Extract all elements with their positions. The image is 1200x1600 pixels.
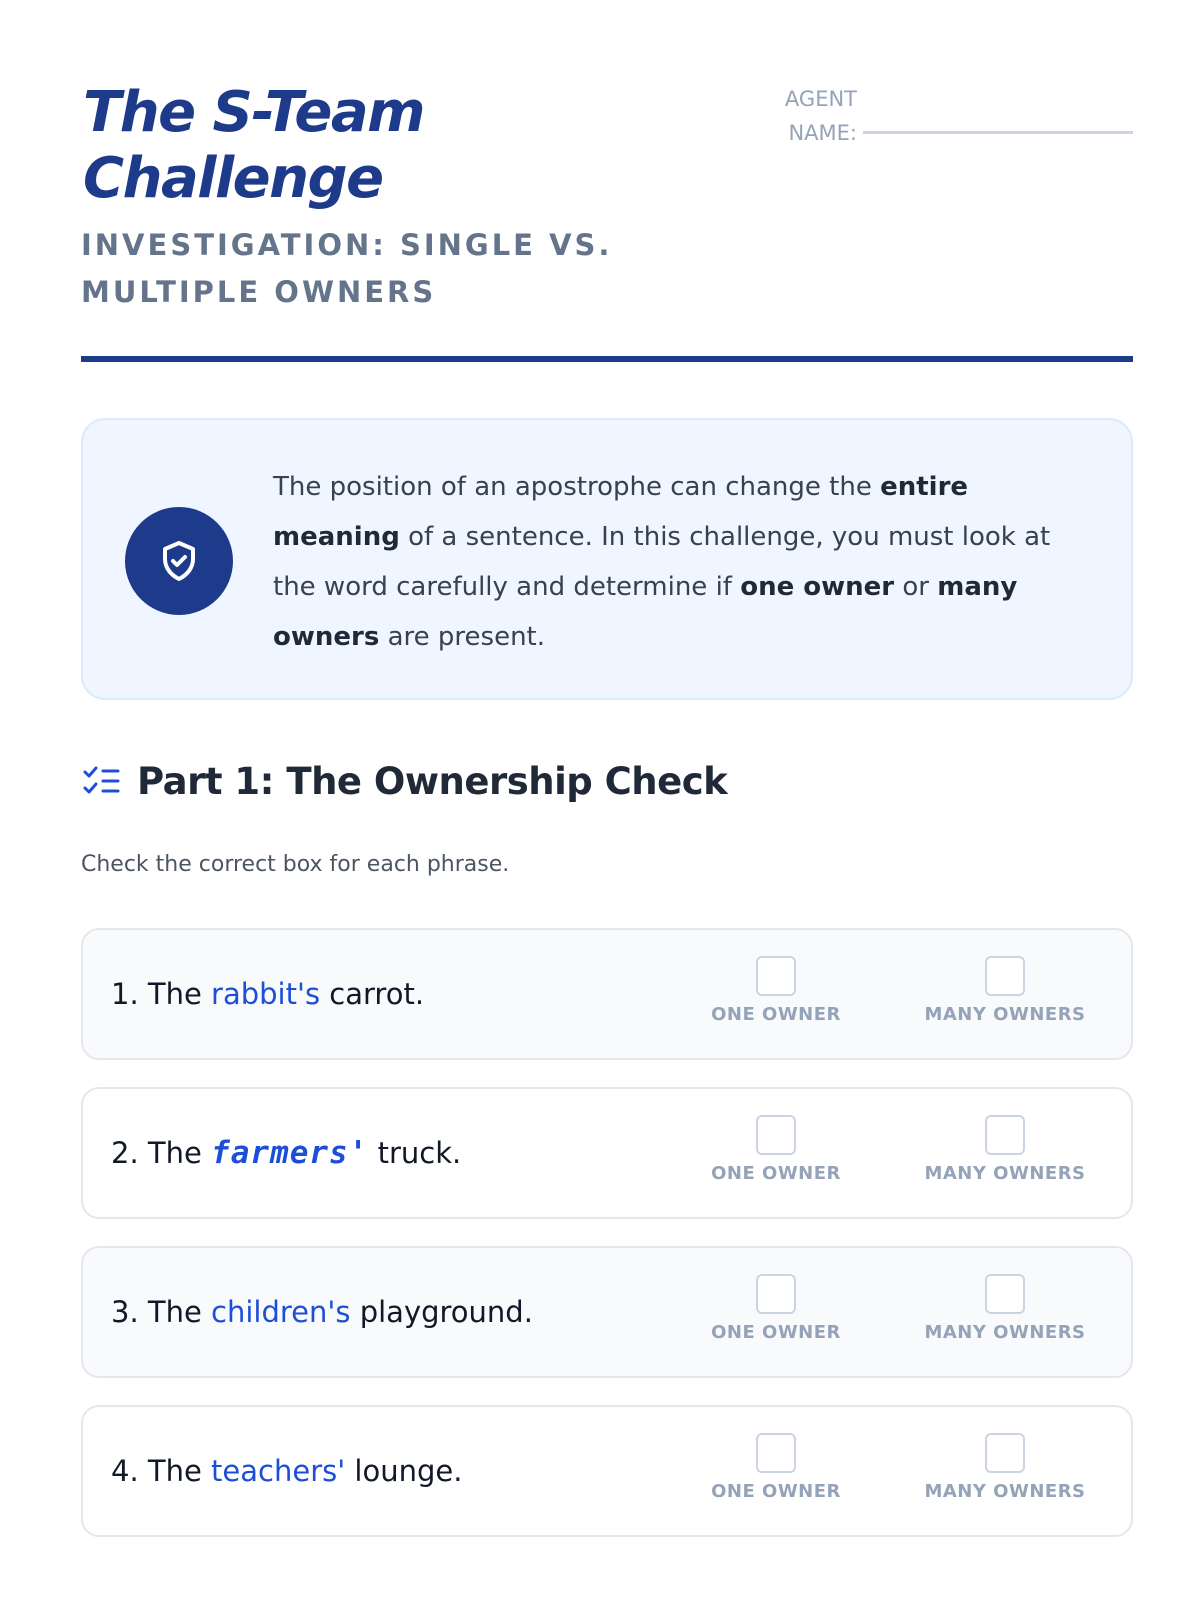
many-owners-option[interactable]	[915, 956, 1095, 1025]
phrase-prefix: 4. The	[111, 1454, 212, 1488]
one-owner-option[interactable]	[686, 956, 866, 1025]
question-row	[81, 1405, 1133, 1537]
many-owners-label: MANY OWNERS	[924, 1481, 1086, 1502]
one-owner-label: ONE OWNER	[711, 1004, 841, 1025]
many-owners-option[interactable]	[915, 1433, 1095, 1502]
info-callout	[81, 418, 1133, 700]
phrase-prefix: 2. The	[111, 1136, 212, 1170]
question-row	[81, 928, 1133, 1060]
worksheet-header	[81, 80, 1133, 360]
phrase-suffix: lounge.	[345, 1454, 463, 1488]
possessive-word: teachers'	[211, 1454, 346, 1488]
one-owner-option[interactable]	[686, 1274, 866, 1343]
one-owner-checkbox[interactable]	[756, 956, 796, 996]
one-owner-label: ONE OWNER	[711, 1481, 841, 1502]
question-phrase	[111, 1089, 461, 1217]
ownership-list	[81, 928, 1133, 1564]
question-phrase	[111, 930, 424, 1058]
page-title: The S-Team Challenge	[83, 80, 424, 211]
question-phrase	[111, 1407, 462, 1535]
many-owners-checkbox[interactable]	[985, 1433, 1025, 1473]
many-owners-checkbox[interactable]	[985, 956, 1025, 996]
phrase-prefix: 1. The	[111, 977, 212, 1011]
header-divider	[81, 356, 1133, 362]
phrase-suffix: carrot.	[320, 977, 425, 1011]
question-row	[81, 1087, 1133, 1219]
agent-name-field[interactable]	[863, 131, 1133, 134]
many-owners-option[interactable]	[915, 1274, 1095, 1343]
agent-name-label: AGENT NAME:	[784, 87, 857, 145]
many-owners-label: MANY OWNERS	[924, 1004, 1086, 1025]
one-owner-label: ONE OWNER	[711, 1322, 841, 1343]
part1-instruction: Check the correct box for each phrase.	[81, 852, 510, 877]
phrase-suffix: playground.	[350, 1295, 533, 1329]
possessive-word: farmers'	[211, 1135, 369, 1171]
one-owner-option[interactable]	[686, 1433, 866, 1502]
info-text-segment: are present.	[379, 622, 546, 652]
info-text-emphasis: one owner	[740, 572, 895, 602]
one-owner-label: ONE OWNER	[711, 1163, 841, 1184]
many-owners-label: MANY OWNERS	[924, 1322, 1086, 1343]
phrase-prefix: 3. The	[111, 1295, 212, 1329]
one-owner-checkbox[interactable]	[756, 1274, 796, 1314]
info-text-emphasis: entire meaning	[273, 472, 969, 552]
part1-title: Part 1: The Ownership Check	[137, 759, 728, 803]
info-text-segment: of a sentence. In this challenge, you must look at the word carefully and determine if	[273, 522, 1051, 602]
question-phrase	[111, 1248, 533, 1376]
info-text-emphasis: many owners	[273, 572, 1018, 652]
many-owners-checkbox[interactable]	[985, 1274, 1025, 1314]
many-owners-option[interactable]	[915, 1115, 1095, 1184]
many-owners-checkbox[interactable]	[985, 1115, 1025, 1155]
possessive-word: children's	[211, 1295, 351, 1329]
one-owner-option[interactable]	[686, 1115, 866, 1184]
phrase-suffix: truck.	[368, 1136, 462, 1170]
shield-check-icon	[125, 507, 233, 615]
many-owners-label: MANY OWNERS	[924, 1163, 1086, 1184]
info-text-segment: The position of an apostrophe can change the	[273, 472, 881, 502]
one-owner-checkbox[interactable]	[756, 1115, 796, 1155]
question-row	[81, 1246, 1133, 1378]
checklist-icon	[81, 761, 121, 801]
part1-heading	[81, 755, 727, 807]
one-owner-checkbox[interactable]	[756, 1433, 796, 1473]
possessive-word: rabbit's	[211, 977, 321, 1011]
info-text	[273, 462, 1093, 662]
info-text-segment: or	[894, 572, 938, 602]
page-subtitle: INVESTIGATION: SINGLE VS. MULTIPLE OWNERS	[81, 228, 613, 309]
